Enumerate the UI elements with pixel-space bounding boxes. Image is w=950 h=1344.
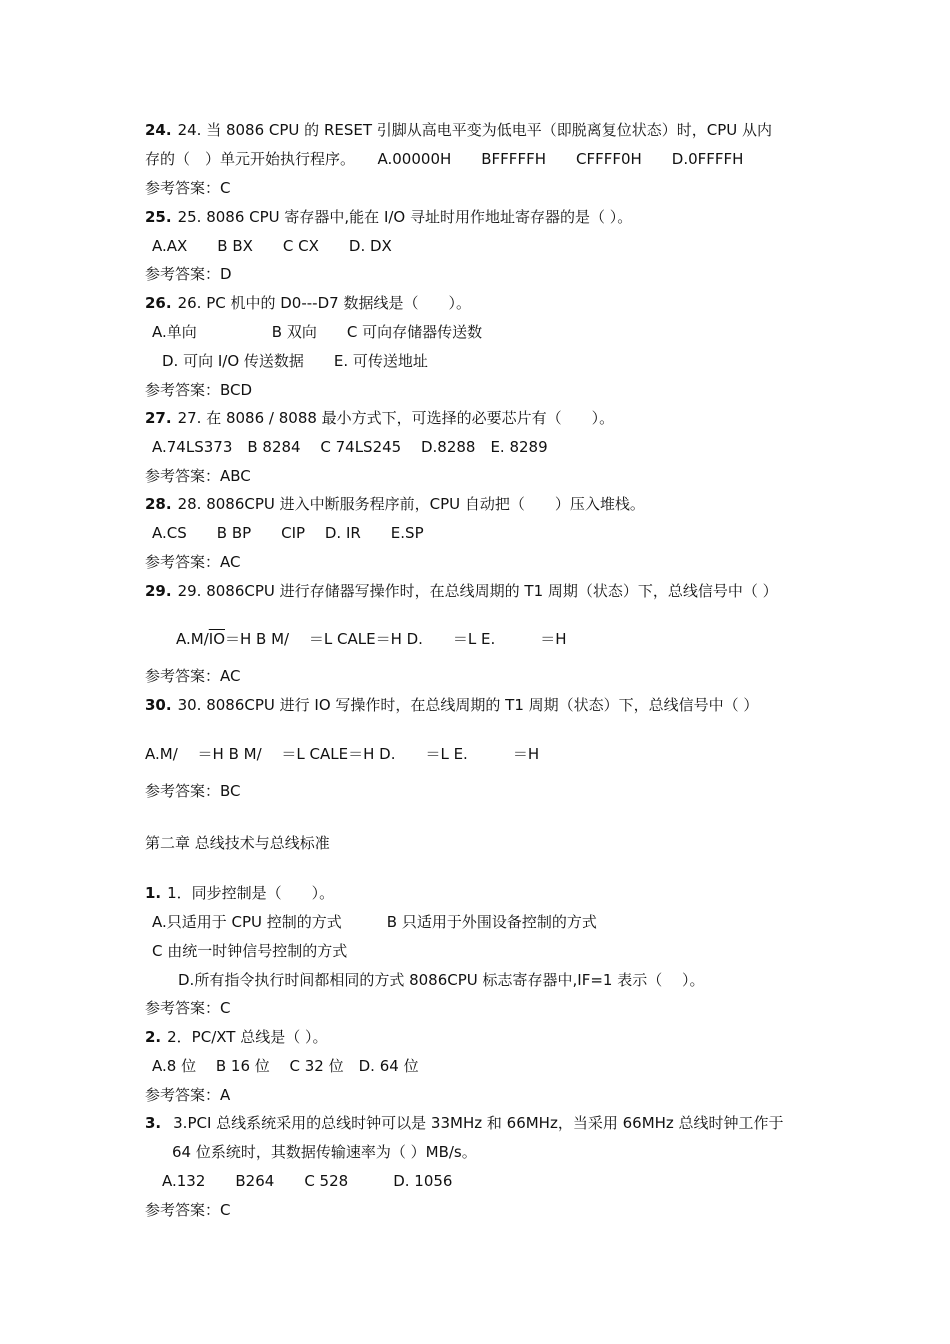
question-27-options: A.74LS373 B 8284 C 74LS245 D.8288 E. 8289 [152,438,548,456]
ch2-answer-3: 参考答案：C [145,1201,231,1219]
question-25-line-1 [145,207,632,227]
ch2-question-3-line-1 [145,1113,784,1133]
question-number: 2. [145,1028,162,1046]
question-27-line-1 [145,408,614,428]
ch2-question-1-line-1 [145,883,334,903]
question-text: 24. 当 8086 CPU 的 RESET 引脚从高电平变为低电平（即脱离复位状态）时，CPU 从内 [177,121,773,139]
answer-28: 参考答案：AC [145,553,241,571]
question-28-options: A.CS B BP CIP D. IR E.SP [152,524,424,542]
ch2-question-3-line-2: 64 位系统时，其数据传输速率为（ ）MB/s。 [172,1143,477,1161]
ch2-answer-1: 参考答案：C [145,999,231,1017]
question-number: 29. [145,582,172,600]
question-30-line-1 [145,695,758,715]
ch2-question-3-options: A.132 B264 C 528 D. 1056 [162,1172,453,1190]
ch2-question-1-options-1: A.只适用于 CPU 控制的方式 B 只适用于外围设备控制的方式 [152,913,597,931]
question-29-options [176,629,567,649]
question-text: 2．PC/XT 总线是（ ）。 [167,1028,328,1046]
question-number: 1. [145,884,162,902]
question-25-options: A.AX B BX C CX D. DX [152,237,392,255]
answer-25: 参考答案：D [145,265,232,283]
question-text: 3.PCI 总线系统采用的总线时钟可以是 33MHz 和 66MHz，当采用 66MHz 总线时钟工作于 [173,1114,784,1132]
question-number: 3. [145,1114,162,1132]
question-26-line-1 [145,293,471,313]
question-number: 26. [145,294,172,312]
chapter-title: 第二章 总线技术与总线标准 [145,834,330,852]
ch2-question-2-options: A.8 位 B 16 位 C 32 位 D. 64 位 [152,1057,419,1075]
question-number: 27. [145,409,172,427]
question-number: 24. [145,121,172,139]
answer-29: 参考答案：AC [145,667,241,685]
question-26-options-2: D. 可向 I/O 传送数据 E. 可传送地址 [162,352,428,370]
option-prefix: A.M/ [176,630,209,648]
question-24-line-2: 存的（ ）单元开始执行程序。 A.00000H BFFFFFH CFFFF0H D.0FFFFH [145,150,744,168]
io-overline-symbol: $\overline{IO}$ [208,630,225,648]
answer-30: 参考答案：BC [145,782,241,800]
question-text: 25. 8086 CPU 寄存器中,能在 I/O 寻址时用作地址寄存器的是（ ）。 [177,208,633,226]
question-text: 28. 8086CPU 进入中断服务程序前，CPU 自动把（ ）压入堆栈。 [177,495,645,513]
question-number: 25. [145,208,172,226]
ch2-question-1-options-3: D.所有指令执行时间都相同的方式 8086CPU 标志寄存器中,IF=1 表示（ ）。 [178,971,705,989]
question-26-options-1: A.单向 B 双向 C 可向存储器传送数 [152,323,483,341]
question-text: 1．同步控制是（ ）。 [167,884,335,902]
option-rest: ＝H B M/ ＝L CALE＝H D. ＝L E. ＝H [225,630,567,648]
question-text: 26. PC 机中的 D0---D7 数据线是（ ）。 [177,294,471,312]
ch2-question-1-options-2: C 由统一时钟信号控制的方式 [152,942,348,960]
answer-26: 参考答案：BCD [145,381,253,399]
ch2-answer-2: 参考答案：A [145,1086,231,1104]
question-text: 30. 8086CPU 进行 IO 写操作时，在总线周期的 T1 周期（状态）下，总线信号中（ ） [177,696,759,714]
answer-27: 参考答案：ABC [145,467,251,485]
question-24-line-1 [145,120,772,140]
question-30-options: A.M/ ＝H B M/ ＝L CALE＝H D. ＝L E. ＝H [145,745,540,763]
question-number: 30. [145,696,172,714]
question-29-line-1 [145,581,778,601]
ch2-question-2-line-1 [145,1027,327,1047]
question-28-line-1 [145,494,645,514]
question-text: 27. 在 8086 / 8088 最小方式下，可选择的必要芯片有（ ）。 [177,409,615,427]
answer-24: 参考答案：C [145,179,231,197]
question-number: 28. [145,495,172,513]
question-text: 29. 8086CPU 进行存储器写操作时，在总线周期的 T1 周期（状态）下，总线信号中（ ） [177,582,778,600]
